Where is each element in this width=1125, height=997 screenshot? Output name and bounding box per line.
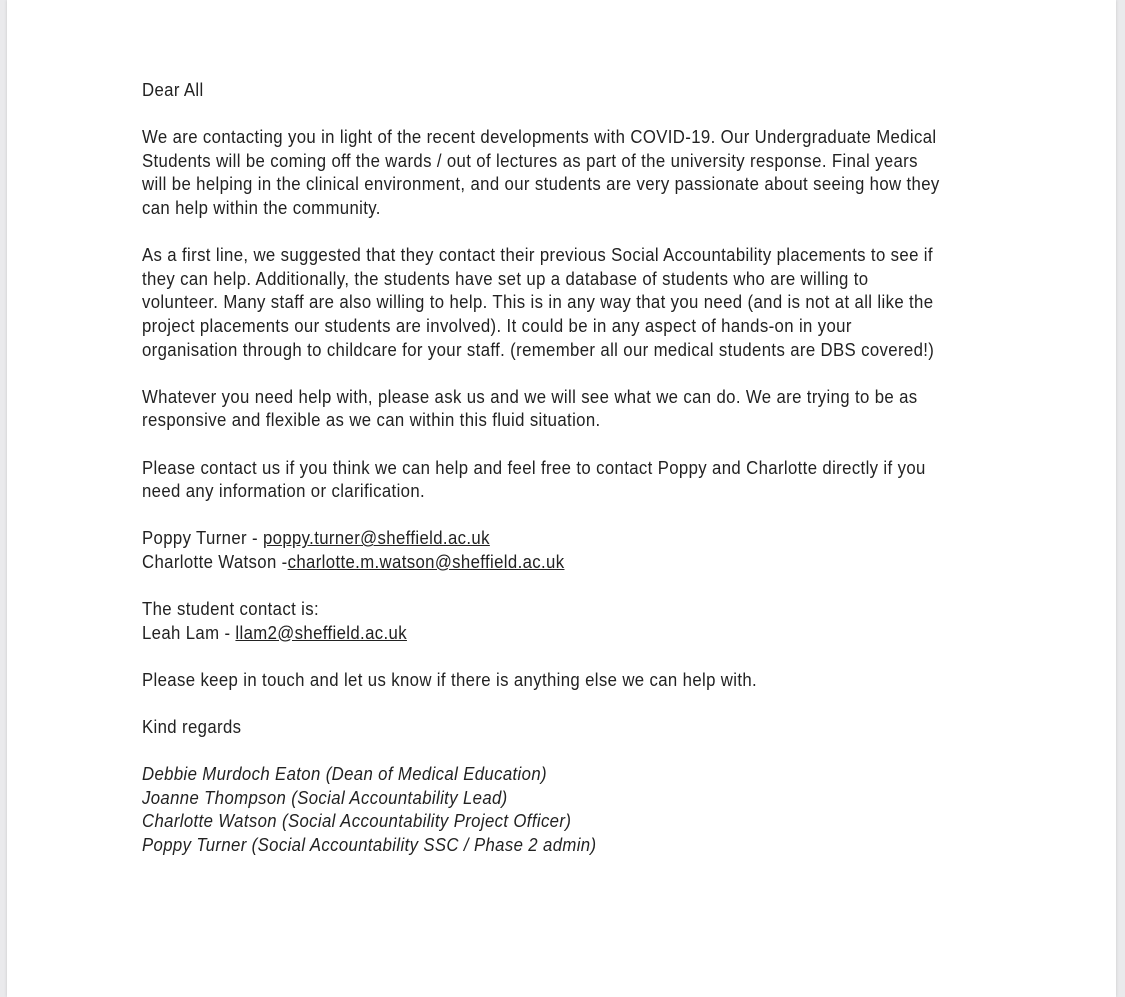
contact-name: Leah Lam - xyxy=(142,622,236,643)
document-page xyxy=(7,0,1116,997)
email-link-poppy[interactable]: poppy.turner@sheffield.ac.uk xyxy=(262,528,490,549)
email-link-leah[interactable]: llam2@sheffield.ac.uk xyxy=(235,622,407,643)
sign-off: Kind regards xyxy=(142,717,242,738)
letter-body xyxy=(142,79,942,881)
contact-line-charlotte xyxy=(142,551,942,575)
paragraph-volunteering: As a first line, we suggested that they contact their previous Social Accountability placements to see if they can help. Additionally, the students have set up a database of students who are willing to volunteer. Many staff are also willing to help. This is in any way that you need (and is not at all like the project placements our students are involved). It could be in any aspect of hands-on in your organisation through to childcare for your staff. (remember all our medical students are DBS covered!) xyxy=(142,245,935,360)
contact-line-leah xyxy=(142,622,942,646)
email-link-charlotte[interactable]: charlotte.m.watson@sheffield.ac.uk xyxy=(287,551,565,572)
signature-block xyxy=(142,763,942,857)
paragraph-help-offer: Whatever you need help with, please ask us and we will see what we can do. We are trying to be as responsive and flexible as we can within this fluid situation. xyxy=(142,386,918,431)
signatory: Debbie Murdoch Eaton (Dean of Medical Education) xyxy=(142,764,547,785)
contact-line-poppy xyxy=(142,527,942,551)
staff-contacts xyxy=(142,527,942,574)
signatory: Charlotte Watson (Social Accountability Project Officer) xyxy=(142,811,572,832)
contact-name: Charlotte Watson - xyxy=(142,551,288,572)
closing-paragraph: Please keep in touch and let us know if there is anything else we can help with. xyxy=(142,669,758,690)
paragraph-covid-response: We are contacting you in light of the recent developments with COVID-19. Our Undergraduate Medical Students will be coming off the wards / out of lectures as part of the university response. Final years will be helping in the clinical environment, and our students are very passionate about seeing how they can help within the community. xyxy=(142,127,940,218)
student-contact-block xyxy=(142,598,942,645)
signatory: Poppy Turner (Social Accountability SSC / Phase 2 admin) xyxy=(142,835,597,855)
student-contact-heading: The student contact is: xyxy=(142,599,319,620)
paragraph-contact-us: Please contact us if you think we can help and feel free to contact Poppy and Charlotte directly if you need any information or clarification. xyxy=(142,457,926,502)
contact-name: Poppy Turner - xyxy=(142,528,263,549)
greeting: Dear All xyxy=(142,80,204,100)
signatory: Joanne Thompson (Social Accountability Lead) xyxy=(142,787,508,808)
